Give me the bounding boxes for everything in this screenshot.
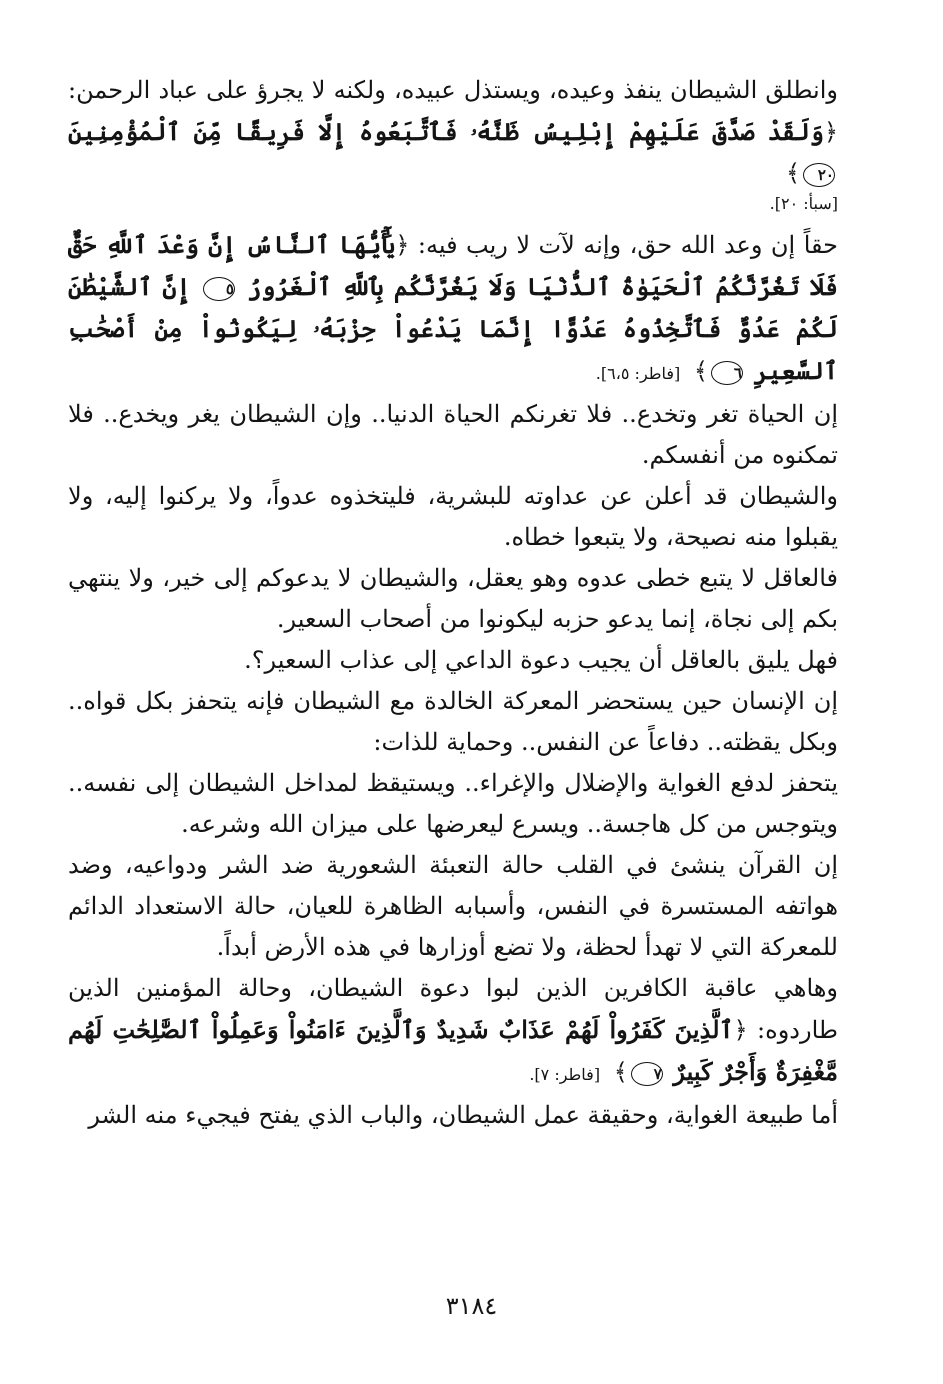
quran-verse: وَلَقَدْ صَدَّقَ عَلَيْهِمْ إِبْلِيسُ ظَنَّهُۥ فَٱتَّبَعُوهُ إِلَّا فَرِيقًا مِّنَ ٱلْمُؤْمِنِينَ xyxy=(68,117,824,146)
page-body xyxy=(68,70,838,1136)
paragraph-6: فهل يليق بالعاقل أن يجيب دعوة الداعي إلى عذاب السعير؟. xyxy=(244,646,838,674)
verse-number-circle: ٢٠ xyxy=(803,163,835,187)
paragraph-1 xyxy=(68,70,838,194)
verse-citation: [فاطر: ٧]. xyxy=(529,1065,601,1084)
paragraph-4: والشيطان قد أعلن عن عداوته للبشرية، فليتخذوه عدواً، ولا يركنوا إليه، ولا يقبلوا منه نصيحة، ولا يتبعوا خطاه. xyxy=(68,482,839,551)
verse-open-ornament: ﴿ xyxy=(395,231,410,259)
verse-citation: [سبأ: ٢٠]. xyxy=(769,194,838,213)
paragraph-3: إن الحياة تغر وتخدع.. فلا تغرنكم الحياة الدنيا.. وإن الشيطان يغر ويخدع.. فلا تمكنوه من أنفسكم. xyxy=(68,400,838,469)
quran-verse: إِنَّ ٱلشَّيْطَٰنَ لَكُمْ عَدُوٌّ فَٱتَّخِذُوهُ عَدُوًّا إِنَّمَا يَدْعُواْ حِزْبَهُۥ لِيَكُونُواْ مِنْ أَصْحَٰبِ ٱلسَّعِيرِ xyxy=(68,272,838,385)
verse-close-ornament: ﴾ xyxy=(613,1058,628,1086)
paragraph-text: وهاهي عاقبة الكافرين الذين لبوا دعوة الشيطان، وحالة المؤمنين الذين طاردوه: xyxy=(68,974,838,1044)
paragraph-11: أما طبيعة الغواية، وحقيقة عمل الشيطان، والباب الذي يفتح فيجيء منه الشر xyxy=(88,1101,838,1129)
paragraph-8: يتحفز لدفع الغواية والإضلال والإغراء.. ويستيقظ لمداخل الشيطان إلى نفسه.. ويتوجس من كل هاجسة.. ويسرع ليعرضها على ميزان الله وشرعه. xyxy=(68,769,838,838)
paragraph-7: إن الإنسان حين يستحضر المعركة الخالدة مع الشيطان فإنه يتحفز بكل قواه.. وبكل يقظته.. دفاعاً عن النفس.. وحماية للذات: xyxy=(68,687,838,756)
verse-close-ornament: ﴾ xyxy=(693,357,708,385)
verse-open-ornament: ﴿ xyxy=(823,118,838,146)
verse-number-circle: ٥ xyxy=(203,277,235,301)
paragraph-text: حقاً إن وعد الله حق، وإنه لآت لا ريب فيه: xyxy=(417,231,838,259)
verse-number-circle: ٧ xyxy=(631,1062,663,1086)
quran-verse: يَٰٓأَيُّهَا ٱلنَّاسُ إِنَّ وَعْدَ ٱللَّهِ حَقٌّ فَلَا تَغُرَّنَّكُمُ ٱلْحَيَوٰةُ ٱلدُّنْيَا وَلَا يَغُرَّنَّكُم بِٱللَّهِ ٱلْغَرُورُ xyxy=(68,230,838,301)
verse-citation: [فاطر: ٦،٥]. xyxy=(595,364,681,383)
verse-number-circle: ٦ xyxy=(711,361,743,385)
paragraph-2 xyxy=(68,224,838,394)
verse-open-ornament: ﴿ xyxy=(733,1016,748,1044)
verse-close-ornament: ﴾ xyxy=(785,159,800,187)
quran-verse: ٱلَّذِينَ كَفَرُواْ لَهُمْ عَذَابٌ شَدِيدٌ وَٱلَّذِينَ ءَامَنُواْ وَعَمِلُواْ ٱلصَّٰلِحَٰتِ لَهُم مَّغْفِرَةٌ وَأَجْرٌ كَبِيرٌ xyxy=(68,1015,838,1086)
paragraph-9: إن القرآن ينشئ في القلب حالة التعبئة الشعورية ضد الشر ودواعيه، وضد هواتفه المستسرة في النفس، وأسبابه الظاهرة للعيان، حالة الاستعداد الدائم للمعركة التي لا تهدأ لحظة، ولا تضع أوزارها في هذه الأرض أبداً. xyxy=(68,851,838,961)
paragraph-5: فالعاقل لا يتبع خطى عدوه وهو يعقل، والشيطان لا يدعوكم إلى خير، ولا ينتهي بكم إلى نجاة، إنما يدعو حزبه ليكونوا من أصحاب السعير. xyxy=(68,564,839,633)
paragraph-text: وانطلق الشيطان ينفذ وعيده، ويستذل عبيده، ولكنه لا يجرؤ على عباد الرحمن: xyxy=(68,76,838,104)
paragraph-10 xyxy=(68,968,838,1095)
page-number: ٣١٨٤ xyxy=(445,1292,498,1320)
